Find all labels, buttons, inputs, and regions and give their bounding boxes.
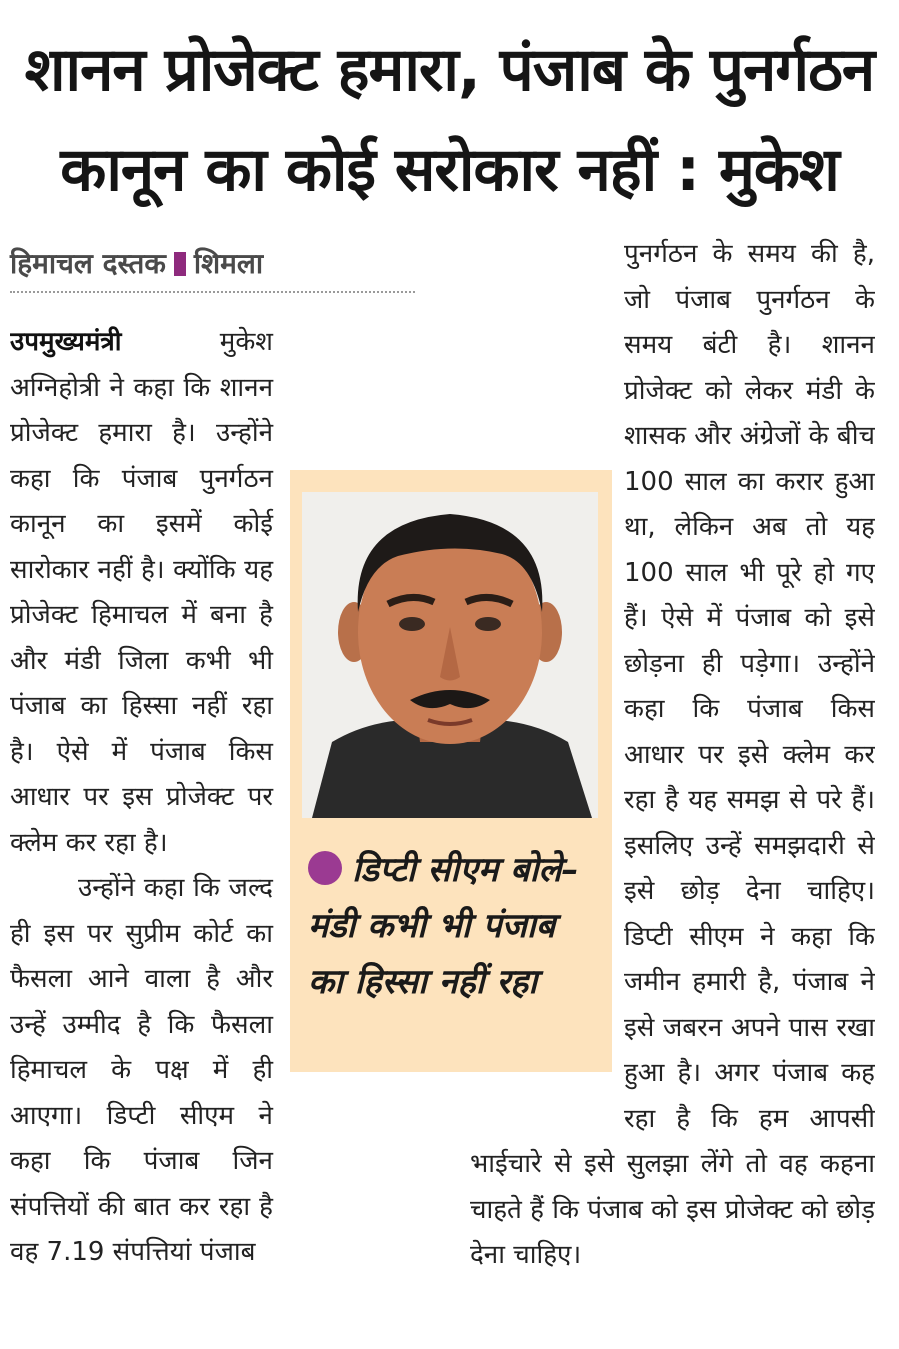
separator-square-icon <box>174 252 186 276</box>
pull-quote-text: डिप्टी सीएम बोले– मंडी कभी भी पंजाब का हिस्सा नहीं रहा <box>308 850 579 1002</box>
portrait-photo <box>302 492 598 818</box>
pull-quote-box <box>290 470 612 1072</box>
dateline-place: शिमला <box>193 247 264 280</box>
headline-line-2: कानून का कोई सरोकार नहीं : मुकेश <box>60 135 839 205</box>
paragraph-2: उन्होंने कहा कि जल्द ही इस पर सुप्रीम कोर्ट का फैसला आने वाला है और उन्हें उम्मीद है कि फैसला हिमाचल के पक्ष में ही आएगा। डिप्टी सीएम ने कहा कि पंजाब जिन संपत्तियों की बात कर रहा है वह 7.19 संपत्तियां पंजाब <box>10 873 273 1267</box>
person-portrait-icon <box>302 492 598 818</box>
dateline-source: हिमाचल दस्तक <box>10 247 166 280</box>
paragraph-3: पुनर्गठन के समय की है, जो पंजाब पुनर्गठन के समय बंटी है। शानन प्रोजेक्ट को लेकर मंडी के शासक और अंग्रेजों के बीच 100 साल का करार हुआ था, लेकिन अब तो यह 100 साल भी पूरे हो गए हैं। ऐसे में पंजाब को इसे छोड़ना ही पड़ेगा। उन्होंने कहा कि पंजाब किस आधार पर इसे क्लेम कर रहा है यह समझ से परे हैं। इसलिए उन्हें समझदारी से इसे छोड़ देना चाहिए। डिप्टी सीएम ने कहा कि जमीन हमारी है, पंजाब ने इसे जबरन अपने पास रखा हुआ है। अगर पंजाब कह रहा है कि हम आपसी भाईचारे से इसे सुलझा लेंगे तो वह कहना चाहते हैं कि पंजाब को इस प्रोजेक्ट को छोड़ देना चाहिए। <box>470 239 875 1270</box>
headline <box>0 20 899 220</box>
paragraph-1: उपमुख्यमंत्री मुकेश अग्निहोत्री ने कहा कि शानन प्रोजेक्ट हमारा है। उन्होंने कहा कि पंजाब पुनर्गठन कानून का इसमें कोई सारोकार नहीं है। क्योंकि यह प्रोजेक्ट हिमाचल में बना है और मंडी जिला कभी भी पंजाब का हिस्सा नहीं रहा है। ऐसे में पंजाब किस आधार पर इस प्रोजेक्ट पर क्लेम कर रहा है। <box>10 327 273 858</box>
headline-line-1: शानन प्रोजेक्ट हमारा, पंजाब के पुनर्गठन <box>24 35 875 105</box>
lead-word: उपमुख्यमंत्री <box>10 327 122 357</box>
bullet-dot-icon <box>308 851 342 885</box>
pull-quote-caption <box>308 842 600 1010</box>
dateline <box>10 245 415 293</box>
